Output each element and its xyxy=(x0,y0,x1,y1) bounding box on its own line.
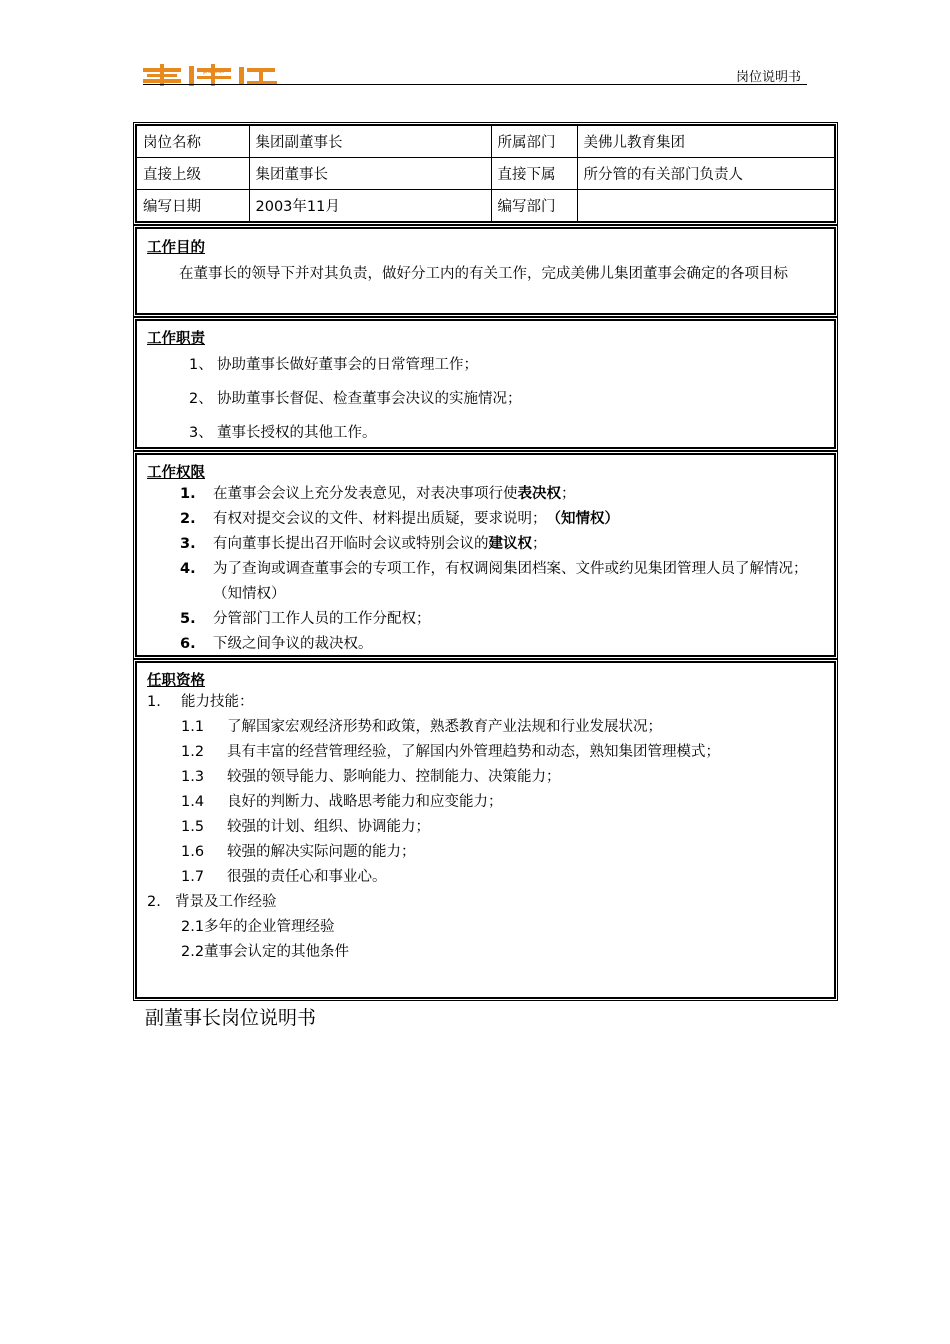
item-keyword: （知情权） xyxy=(553,511,619,527)
value-direct-subordinate: 所分管的有关部门负责人 xyxy=(577,158,834,190)
item-text: 协助董事长做好董事会的日常管理工作； xyxy=(217,357,478,373)
job-description-form xyxy=(135,124,836,1003)
list-item xyxy=(147,482,824,507)
item-text: 在董事会会议上充分发表意见，对表决事项行使 xyxy=(213,486,518,502)
qualification-title: 任职资格 xyxy=(147,673,205,689)
list-item xyxy=(147,940,824,965)
item-number: 1.6 xyxy=(181,844,205,860)
item-number: 1.3 xyxy=(181,769,205,785)
item-text: 有向董事长提出召开临时会议或特别会议的 xyxy=(213,536,489,552)
label-position-name: 岗位名称 xyxy=(137,126,249,158)
item-text: 有权对提交会议的文件、材料提出质疑，要求说明； xyxy=(213,511,554,527)
item-text: 2.1多年的企业管理经验 xyxy=(181,919,335,935)
authority-title: 工作权限 xyxy=(147,465,205,481)
item-text: 了解国家宏观经济形势和政策，熟悉教育产业法规和行业发展状况； xyxy=(227,719,662,735)
item-text: 良好的判断力、战略思考能力和应变能力； xyxy=(227,794,503,810)
list-item xyxy=(147,348,824,382)
value-direct-superior: 集团董事长 xyxy=(249,158,491,190)
label-write-department: 编写部门 xyxy=(491,190,577,222)
item-text: 能力技能： xyxy=(181,694,254,710)
item-number: 2、 xyxy=(189,391,213,407)
item-number: 6. xyxy=(180,636,196,652)
item-number: 1.1 xyxy=(181,719,205,735)
value-position-name: 集团副董事长 xyxy=(249,126,491,158)
header-divider xyxy=(143,84,807,85)
table-row xyxy=(137,190,834,222)
item-text: 2.2董事会认定的其他条件 xyxy=(181,944,350,960)
item-number: 1. xyxy=(147,694,161,710)
item-number: 3、 xyxy=(189,425,213,441)
item-text: 分管部门工作人员的工作分配权； xyxy=(213,611,431,627)
list-item xyxy=(147,557,824,607)
item-number: 4. xyxy=(180,561,196,577)
item-keyword: 表决权 xyxy=(517,486,561,502)
item-text: 为了查询或调查董事会的专项工作，有权调阅集团档案、文件或约见集团管理人员了解情况；（知情权） xyxy=(213,561,808,602)
label-direct-superior: 直接上级 xyxy=(137,158,249,190)
background-heading xyxy=(147,890,824,915)
label-write-date: 编写日期 xyxy=(137,190,249,222)
item-keyword: 建议权 xyxy=(488,536,532,552)
header-doc-type: 岗位说明书 xyxy=(736,70,802,85)
duties-title: 工作职责 xyxy=(147,331,205,347)
value-write-department xyxy=(577,190,834,222)
list-item xyxy=(147,740,824,765)
list-item xyxy=(147,382,824,416)
item-text: 较强的解决实际问题的能力； xyxy=(227,844,416,860)
item-number: 2. xyxy=(147,894,161,910)
item-text: 较强的领导能力、影响能力、控制能力、决策能力； xyxy=(227,769,561,785)
list-item xyxy=(147,715,824,740)
document-footer-title: 副董事长岗位说明书 xyxy=(145,1007,317,1029)
item-tail: ； xyxy=(532,536,547,552)
item-number: 3. xyxy=(180,536,196,552)
value-write-date: 2003年11月 xyxy=(249,190,491,222)
list-item xyxy=(147,416,824,450)
item-text: 背景及工作经验 xyxy=(175,894,277,910)
purpose-title: 工作目的 xyxy=(147,240,205,256)
company-logo xyxy=(143,64,277,86)
list-item xyxy=(147,865,824,890)
list-item xyxy=(147,840,824,865)
list-item xyxy=(147,790,824,815)
logo-graphic xyxy=(143,64,277,86)
item-number: 5. xyxy=(180,611,196,627)
item-number: 1、 xyxy=(189,357,213,373)
purpose-text: 在董事长的领导下并对其负责，做好分工内的有关工作，完成美佛儿集团董事会确定的各项目标 xyxy=(179,266,788,282)
item-tail: ； xyxy=(561,486,576,502)
ability-heading xyxy=(147,690,824,715)
list-item xyxy=(147,815,824,840)
list-item xyxy=(147,507,824,532)
item-number: 1. xyxy=(180,486,196,502)
item-text: 具有丰富的经营管理经验，了解国内外管理趋势和动态，熟知集团管理模式； xyxy=(227,744,720,760)
item-text: 董事长授权的其他工作。 xyxy=(217,425,377,441)
item-number: 1.2 xyxy=(181,744,205,760)
purpose-section xyxy=(135,227,836,315)
authority-section xyxy=(135,453,836,657)
value-department: 美佛儿教育集团 xyxy=(577,126,834,158)
table-row xyxy=(137,158,834,190)
qualification-section xyxy=(135,661,836,999)
list-item xyxy=(147,532,824,557)
list-item xyxy=(147,607,824,632)
label-department: 所属部门 xyxy=(491,126,577,158)
label-direct-subordinate: 直接下属 xyxy=(491,158,577,190)
item-number: 1.5 xyxy=(181,819,205,835)
info-table xyxy=(137,126,834,221)
table-row xyxy=(137,126,834,158)
item-text: 很强的责任心和事业心。 xyxy=(227,869,387,885)
item-text: 下级之间争议的裁决权。 xyxy=(213,636,373,652)
info-box xyxy=(135,124,836,223)
logo-power-text: power xyxy=(203,66,225,75)
item-number: 1.7 xyxy=(181,869,205,885)
list-item xyxy=(147,915,824,940)
item-number: 1.4 xyxy=(181,794,205,810)
list-item xyxy=(147,765,824,790)
item-number: 2. xyxy=(180,511,196,527)
item-text: 较强的计划、组织、协调能力； xyxy=(227,819,430,835)
duties-section xyxy=(135,319,836,449)
list-item xyxy=(147,632,824,657)
item-text: 协助董事长督促、检查董事会决议的实施情况； xyxy=(217,391,522,407)
